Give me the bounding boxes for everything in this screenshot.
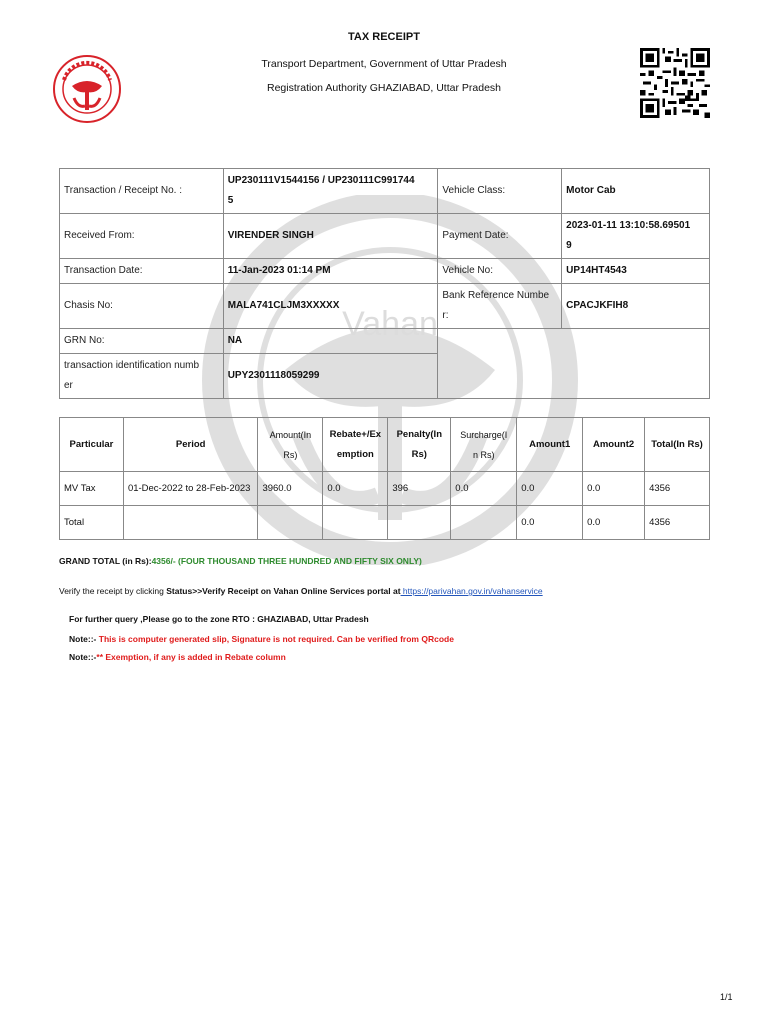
verify-prefix: Verify the receipt by clicking xyxy=(59,586,167,596)
department-name: Transport Department, Government of Uttar Pradesh xyxy=(261,58,507,70)
table-row xyxy=(60,472,710,506)
cell-rebate xyxy=(323,506,388,540)
chasis-no-value: MALA741CLJM3XXXXX xyxy=(223,284,438,329)
transaction-identification-value: UPY2301118059299 xyxy=(223,354,438,399)
tin-label-line-1: transaction identification numb xyxy=(64,360,200,371)
col-penalty xyxy=(388,418,451,472)
note-label: Note::- xyxy=(69,652,97,662)
grn-no-value: NA xyxy=(223,329,438,354)
received-from-value: VIRENDER SINGH xyxy=(223,214,438,259)
tin-label-line-2: er xyxy=(64,380,73,391)
note-computer-generated xyxy=(69,634,454,644)
grn-no-label: GRN No: xyxy=(60,329,224,354)
cell-amount: 3960.0 xyxy=(258,472,323,506)
cell-particular: MV Tax xyxy=(60,472,124,506)
col-surcharge-line-1: Surcharge(I xyxy=(460,429,508,440)
col-amount1: Amount1 xyxy=(517,418,583,472)
bank-reference-label-line-1: Bank Reference Numbe xyxy=(442,290,550,301)
cell-total: 4356 xyxy=(645,506,710,540)
cell-period xyxy=(123,506,258,540)
col-penalty-line-2: Rs) xyxy=(411,448,427,460)
verify-instructions xyxy=(59,586,543,596)
cell-rebate: 0.0 xyxy=(323,472,388,506)
verify-bold: Status>>Verify Receipt on Vahan Online Services portal at xyxy=(166,586,401,596)
up-government-seal-icon xyxy=(52,54,122,124)
note-text: This is computer generated slip, Signature is not required. Can be verified from QRcode xyxy=(96,634,454,644)
table-row xyxy=(60,284,710,329)
cell-amount1: 0.0 xyxy=(517,472,583,506)
note-exemption xyxy=(69,652,286,662)
vahan-service-link[interactable]: https://parivahan.gov.in/vahanservice xyxy=(400,586,543,596)
table-header-row xyxy=(60,418,710,472)
vehicle-no-label: Vehicle No: xyxy=(438,259,562,284)
payment-date-line-1: 2023-01-11 13:10:58.69501 xyxy=(566,220,691,231)
transaction-date-label: Transaction Date: xyxy=(60,259,224,284)
tax-details-table xyxy=(59,417,710,540)
cell-amount xyxy=(258,506,323,540)
col-amount-line-2: Rs) xyxy=(283,449,298,460)
col-amount2: Amount2 xyxy=(583,418,645,472)
transaction-identification-label xyxy=(60,354,224,399)
col-rebate-line-1: Rebate+/Ex xyxy=(329,428,382,440)
col-period: Period xyxy=(123,418,258,472)
col-amount-line-1: Amount(In xyxy=(269,429,312,440)
col-rebate-line-2: emption xyxy=(336,448,374,460)
page-number: 1/1 xyxy=(720,992,733,1002)
table-row xyxy=(60,329,710,354)
transaction-no-value xyxy=(223,169,438,214)
col-surcharge-line-2: n Rs) xyxy=(472,449,495,460)
payment-date-line-2: 9 xyxy=(566,240,572,251)
registration-authority: Registration Authority GHAZIABAD, Uttar Pradesh xyxy=(266,82,501,94)
bank-reference-label xyxy=(438,284,562,329)
grand-total-value: 4356/- (FOUR THOUSAND THREE HUNDRED AND FIFTY SIX ONLY) xyxy=(151,556,422,566)
payment-date-label: Payment Date: xyxy=(438,214,562,259)
transaction-date-value: 11-Jan-2023 01:14 PM xyxy=(223,259,438,284)
further-query: For further query ,Please go to the zone RTO : GHAZIABAD, Uttar Pradesh xyxy=(69,614,369,624)
vehicle-class-label: Vehicle Class: xyxy=(438,169,562,214)
table-row xyxy=(60,506,710,540)
cell-penalty xyxy=(388,506,451,540)
cell-surcharge xyxy=(451,506,517,540)
watermark-text: Vahan xyxy=(342,305,438,343)
chasis-no-label: Chasis No: xyxy=(60,284,224,329)
cell-amount1: 0.0 xyxy=(517,506,583,540)
col-particular: Particular xyxy=(60,418,124,472)
transaction-no-label: Transaction / Receipt No. : xyxy=(60,169,224,214)
table-row xyxy=(60,169,710,214)
cell-particular: Total xyxy=(60,506,124,540)
note-label: Note::- xyxy=(69,634,97,644)
col-rebate xyxy=(323,418,388,472)
grand-total xyxy=(59,556,422,566)
cell-amount2: 0.0 xyxy=(583,472,645,506)
bank-reference-value: CPACJKFIH8 xyxy=(562,284,710,329)
note-text: ** Exemption, if any is added in Rebate column xyxy=(96,652,286,662)
col-total: Total(In Rs) xyxy=(645,418,710,472)
cell-penalty: 396 xyxy=(388,472,451,506)
grand-total-label: GRAND TOTAL (in Rs): xyxy=(59,556,152,566)
vehicle-class-value: Motor Cab xyxy=(562,169,710,214)
payment-date-value xyxy=(562,214,710,259)
cell-amount2: 0.0 xyxy=(583,506,645,540)
col-surcharge xyxy=(451,418,517,472)
table-row xyxy=(60,259,710,284)
vehicle-no-value: UP14HT4543 xyxy=(562,259,710,284)
receipt-info-table xyxy=(59,168,710,399)
bank-reference-label-line-2: r: xyxy=(442,310,449,321)
transaction-no-line-1: UP230111V1544156 / UP230111C991744 xyxy=(227,175,415,186)
verification-qr-code-icon xyxy=(640,48,710,118)
empty-cell xyxy=(438,329,710,399)
receipt-title: TAX RECEIPT xyxy=(348,31,420,43)
table-row xyxy=(60,214,710,259)
col-penalty-line-1: Penalty(In xyxy=(396,428,442,440)
cell-surcharge: 0.0 xyxy=(451,472,517,506)
received-from-label: Received From: xyxy=(60,214,224,259)
transaction-no-line-2: 5 xyxy=(227,195,234,206)
cell-period: 01-Dec-2022 to 28-Feb-2023 xyxy=(123,472,258,506)
col-amount xyxy=(258,418,323,472)
cell-total: 4356 xyxy=(645,472,710,506)
